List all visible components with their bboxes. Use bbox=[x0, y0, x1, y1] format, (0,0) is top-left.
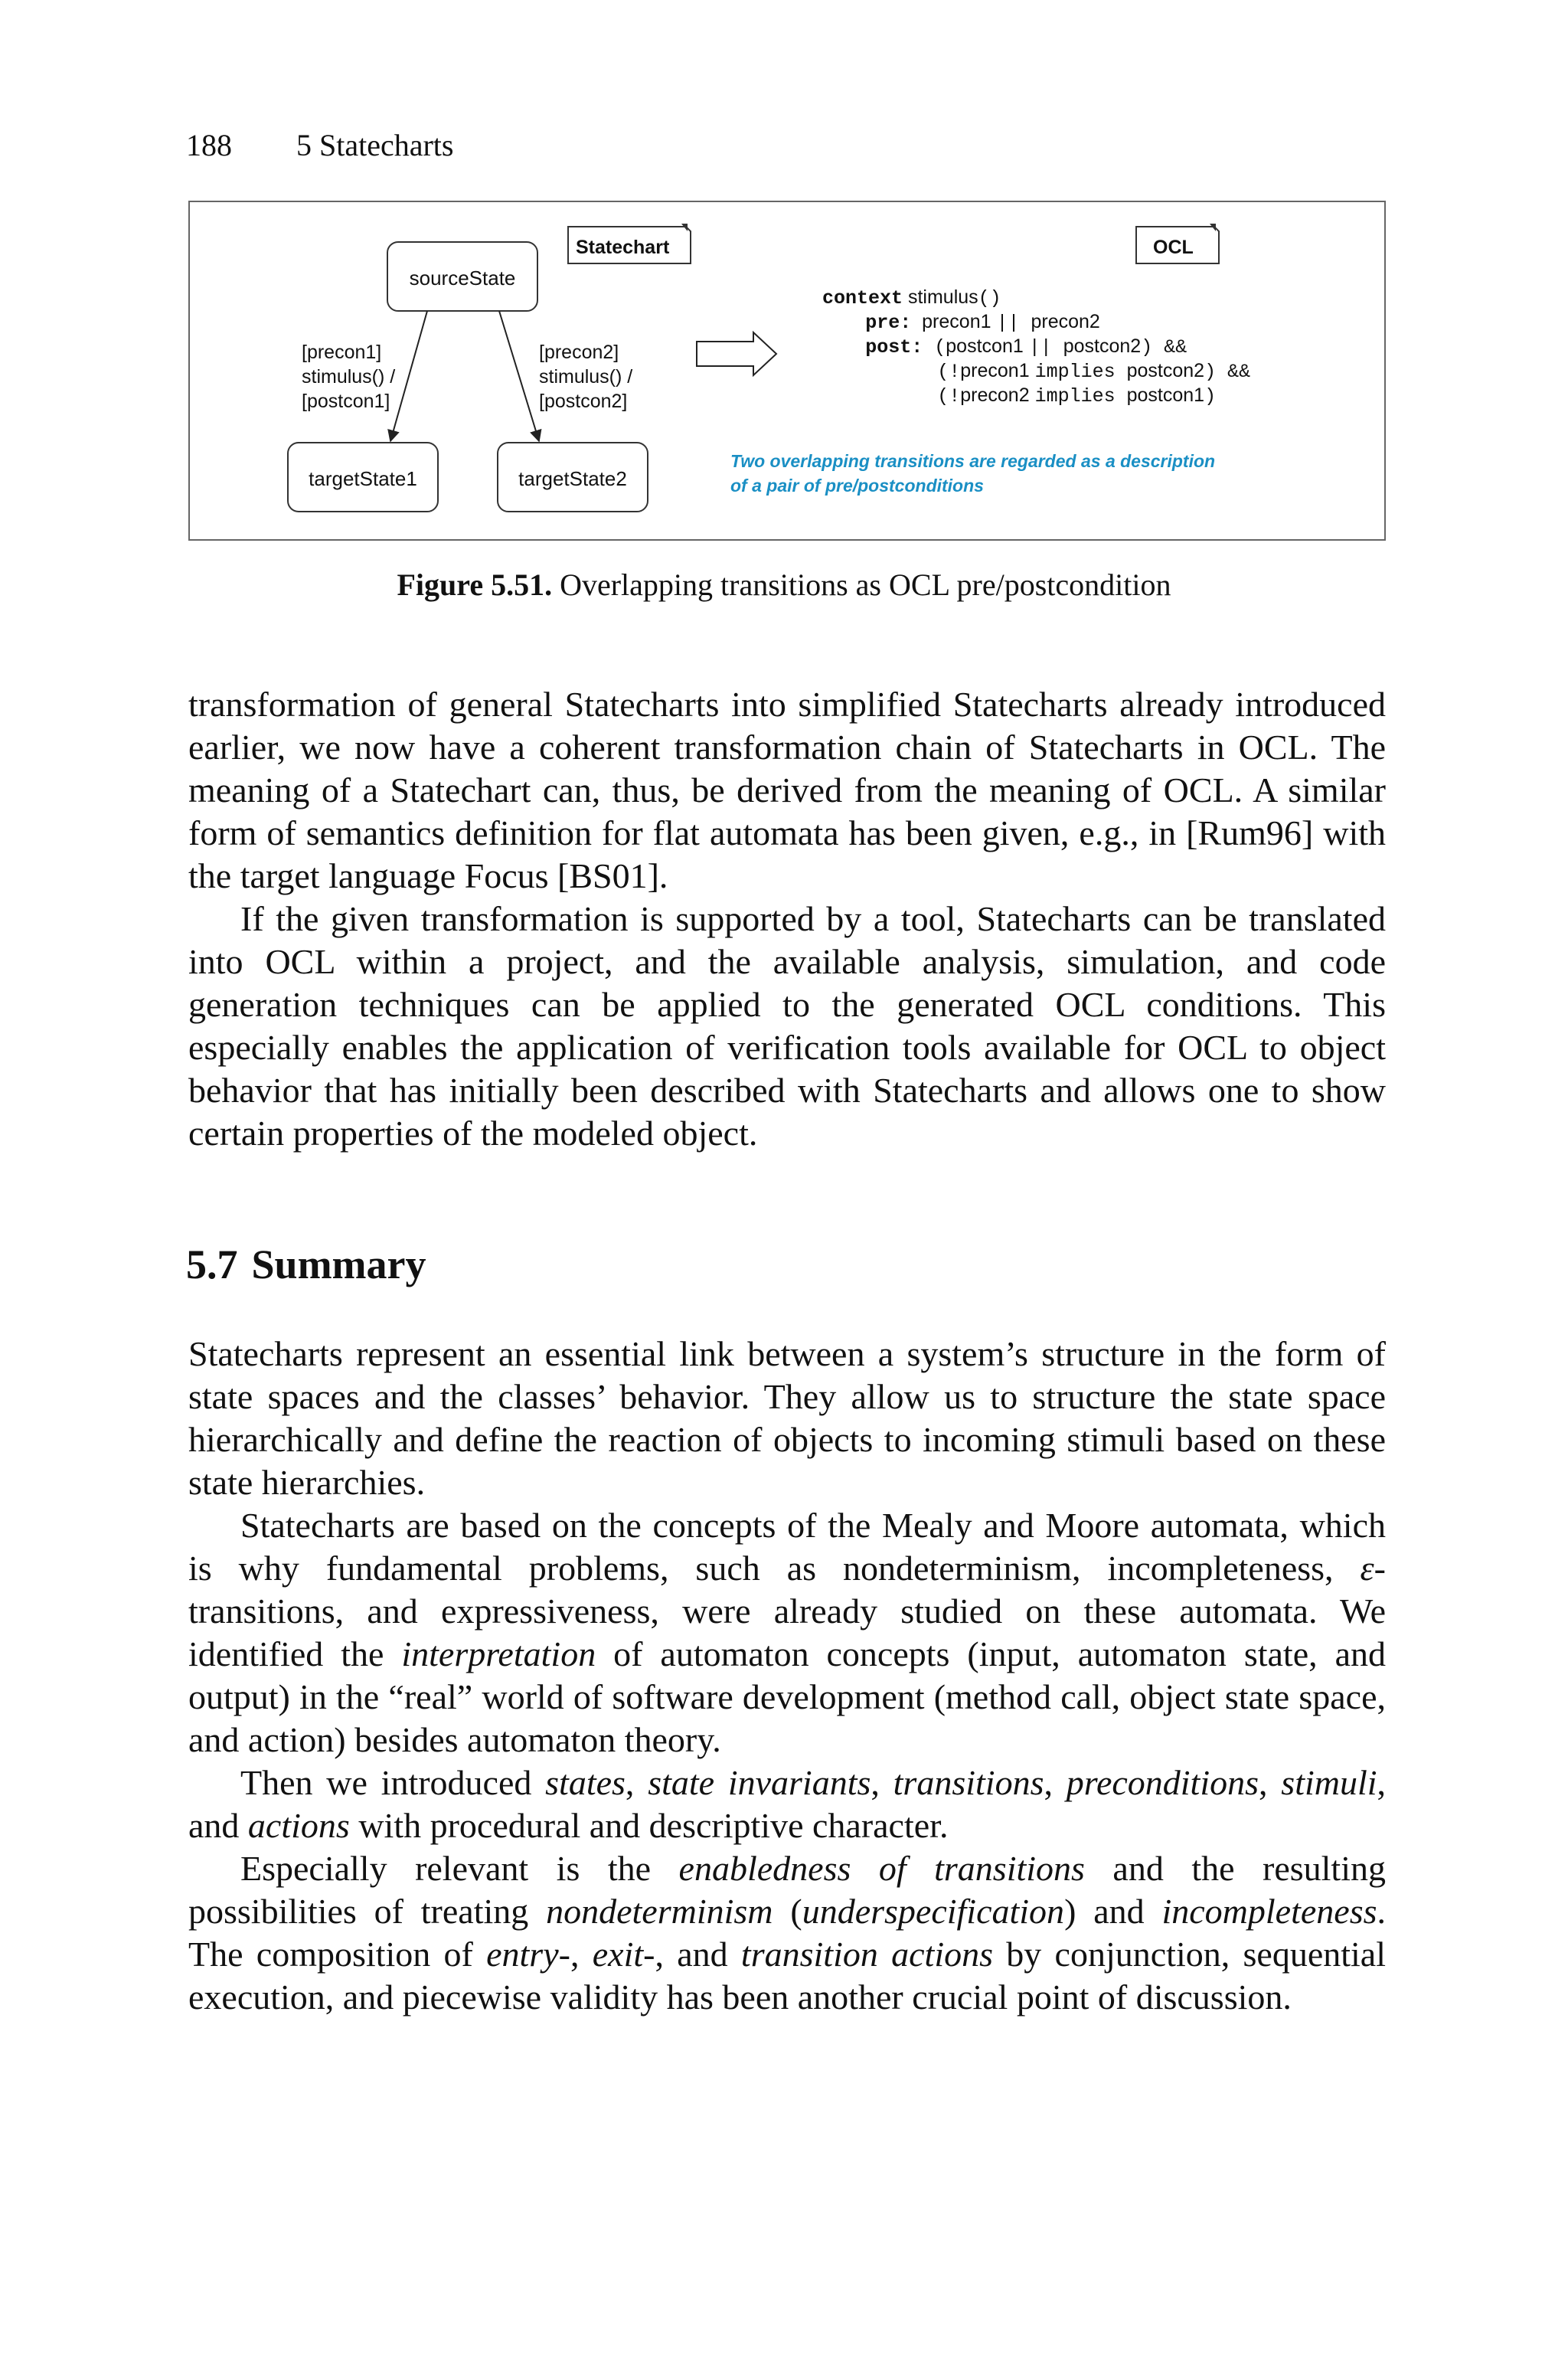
state-target-1-label: targetState1 bbox=[309, 467, 417, 490]
ocl-line-3: post: (postcon1 || postcon2) && bbox=[865, 335, 1187, 358]
svg-text:[postcon2]: [postcon2] bbox=[539, 391, 628, 412]
svg-text:[precon2]: [precon2] bbox=[539, 342, 619, 363]
transformation-arrow-icon bbox=[697, 332, 776, 375]
svg-text:[postcon1]: [postcon1] bbox=[302, 391, 390, 412]
state-target-2 bbox=[498, 443, 648, 512]
summary-paragraph-2: Statecharts are based on the concepts of the Mealy and Moore automata, which is why fundamental problems, such as nondeterminism, incompleteness, ε-transitions, and expressiveness, were already studied on these automata. We identified the interpretation of automaton concepts (input, automaton state, and output) in the “real” world of software development (method call, object state space, and action) besides automaton theory. bbox=[188, 1506, 1386, 1759]
ocl-line-1: context stimulus() bbox=[822, 286, 1001, 309]
summary-paragraph-1: Statecharts represent an essential link between a system’s structure in the form of state spaces and the classes’ behavior. They allow us to structure the state space hierarchically and define the reaction of objects to incoming stimuli based on these state hierarchies. bbox=[188, 1334, 1386, 1502]
state-target-1 bbox=[288, 443, 438, 512]
section-heading bbox=[186, 1241, 426, 1288]
transition-label-2 bbox=[539, 342, 632, 412]
running-header bbox=[186, 127, 454, 163]
summary-paragraph-4: Especially relevant is the enabledness of transitions and the resulting possibilities of treating nondeterminism (underspecification) and incompleteness. The composition of entry-, exit-, and transition actions by conjunction, sequential execution, and piecewise validity has been another crucial point of discussion. bbox=[188, 1849, 1386, 2017]
transition-arrow-2 bbox=[499, 311, 539, 441]
caption-text: Overlapping transitions as OCL pre/postcondition bbox=[560, 568, 1171, 602]
figure-caption bbox=[0, 567, 1568, 603]
chapter-title: 5 Statecharts bbox=[296, 128, 454, 162]
svg-text:[precon1]: [precon1] bbox=[302, 342, 382, 363]
ocl-tag bbox=[1136, 224, 1219, 263]
ocl-line-5: (!precon2 implies postcon1) bbox=[937, 384, 1217, 407]
statechart-tag bbox=[568, 224, 691, 263]
figure-note bbox=[730, 451, 1215, 496]
svg-text:stimulus() /: stimulus() / bbox=[302, 366, 396, 388]
ocl-code bbox=[822, 286, 1284, 407]
ocl-line-2: pre: precon1 || precon2 bbox=[865, 311, 1100, 334]
statechart-tag-label: Statechart bbox=[576, 237, 670, 258]
figure-5-51 bbox=[188, 201, 1386, 541]
section-number: 5.7 bbox=[186, 1241, 238, 1287]
svg-text:of a pair of pre/postcondition: of a pair of pre/postconditions bbox=[730, 476, 984, 496]
state-source bbox=[387, 242, 537, 311]
page-number: 188 bbox=[186, 128, 232, 162]
svg-text:Two overlapping transitions ar: Two overlapping transitions are regarded as a description bbox=[730, 451, 1216, 471]
svg-text:stimulus() /: stimulus() / bbox=[539, 366, 633, 388]
body-text-top bbox=[188, 683, 1386, 1155]
section-title: Summary bbox=[251, 1241, 426, 1287]
ocl-line-4: (!precon1 implies postcon2) && bbox=[937, 360, 1251, 383]
caption-label: Figure 5.51. bbox=[397, 568, 553, 602]
summary-paragraph-3: Then we introduced states, state invariants, transitions, preconditions, stimuli, and actions with procedural and descriptive character. bbox=[188, 1763, 1387, 1845]
paragraph: If the given transformation is supported by a tool, Statecharts can be translated into OCL within a project, and the available analysis, simulation, and code generation techniques can be applied to the generated OCL conditions. This especially enables the application of verification tools available for OCL to object behavior that has initially been described with Statecharts and allows one to show certain properties of the modeled object. bbox=[188, 899, 1386, 1153]
summary-text bbox=[188, 1333, 1386, 2019]
state-target-2-label: targetState2 bbox=[518, 467, 627, 490]
transition-arrow-1 bbox=[390, 311, 427, 441]
ocl-tag-label: OCL bbox=[1153, 237, 1194, 258]
paragraph: transformation of general Statecharts into simplified Statecharts already introduced earlier, we now have a coherent transformation chain of Statecharts in OCL. The meaning of a Statechart can, thus, be derived from the meaning of OCL. A similar form of semantics definition for flat automata has been given, e.g., in [Rum96] with the target language Focus [BS01]. bbox=[188, 685, 1386, 895]
state-source-label: sourceState bbox=[409, 267, 516, 289]
figure-diagram bbox=[190, 202, 1387, 542]
transition-label-1 bbox=[302, 342, 395, 412]
